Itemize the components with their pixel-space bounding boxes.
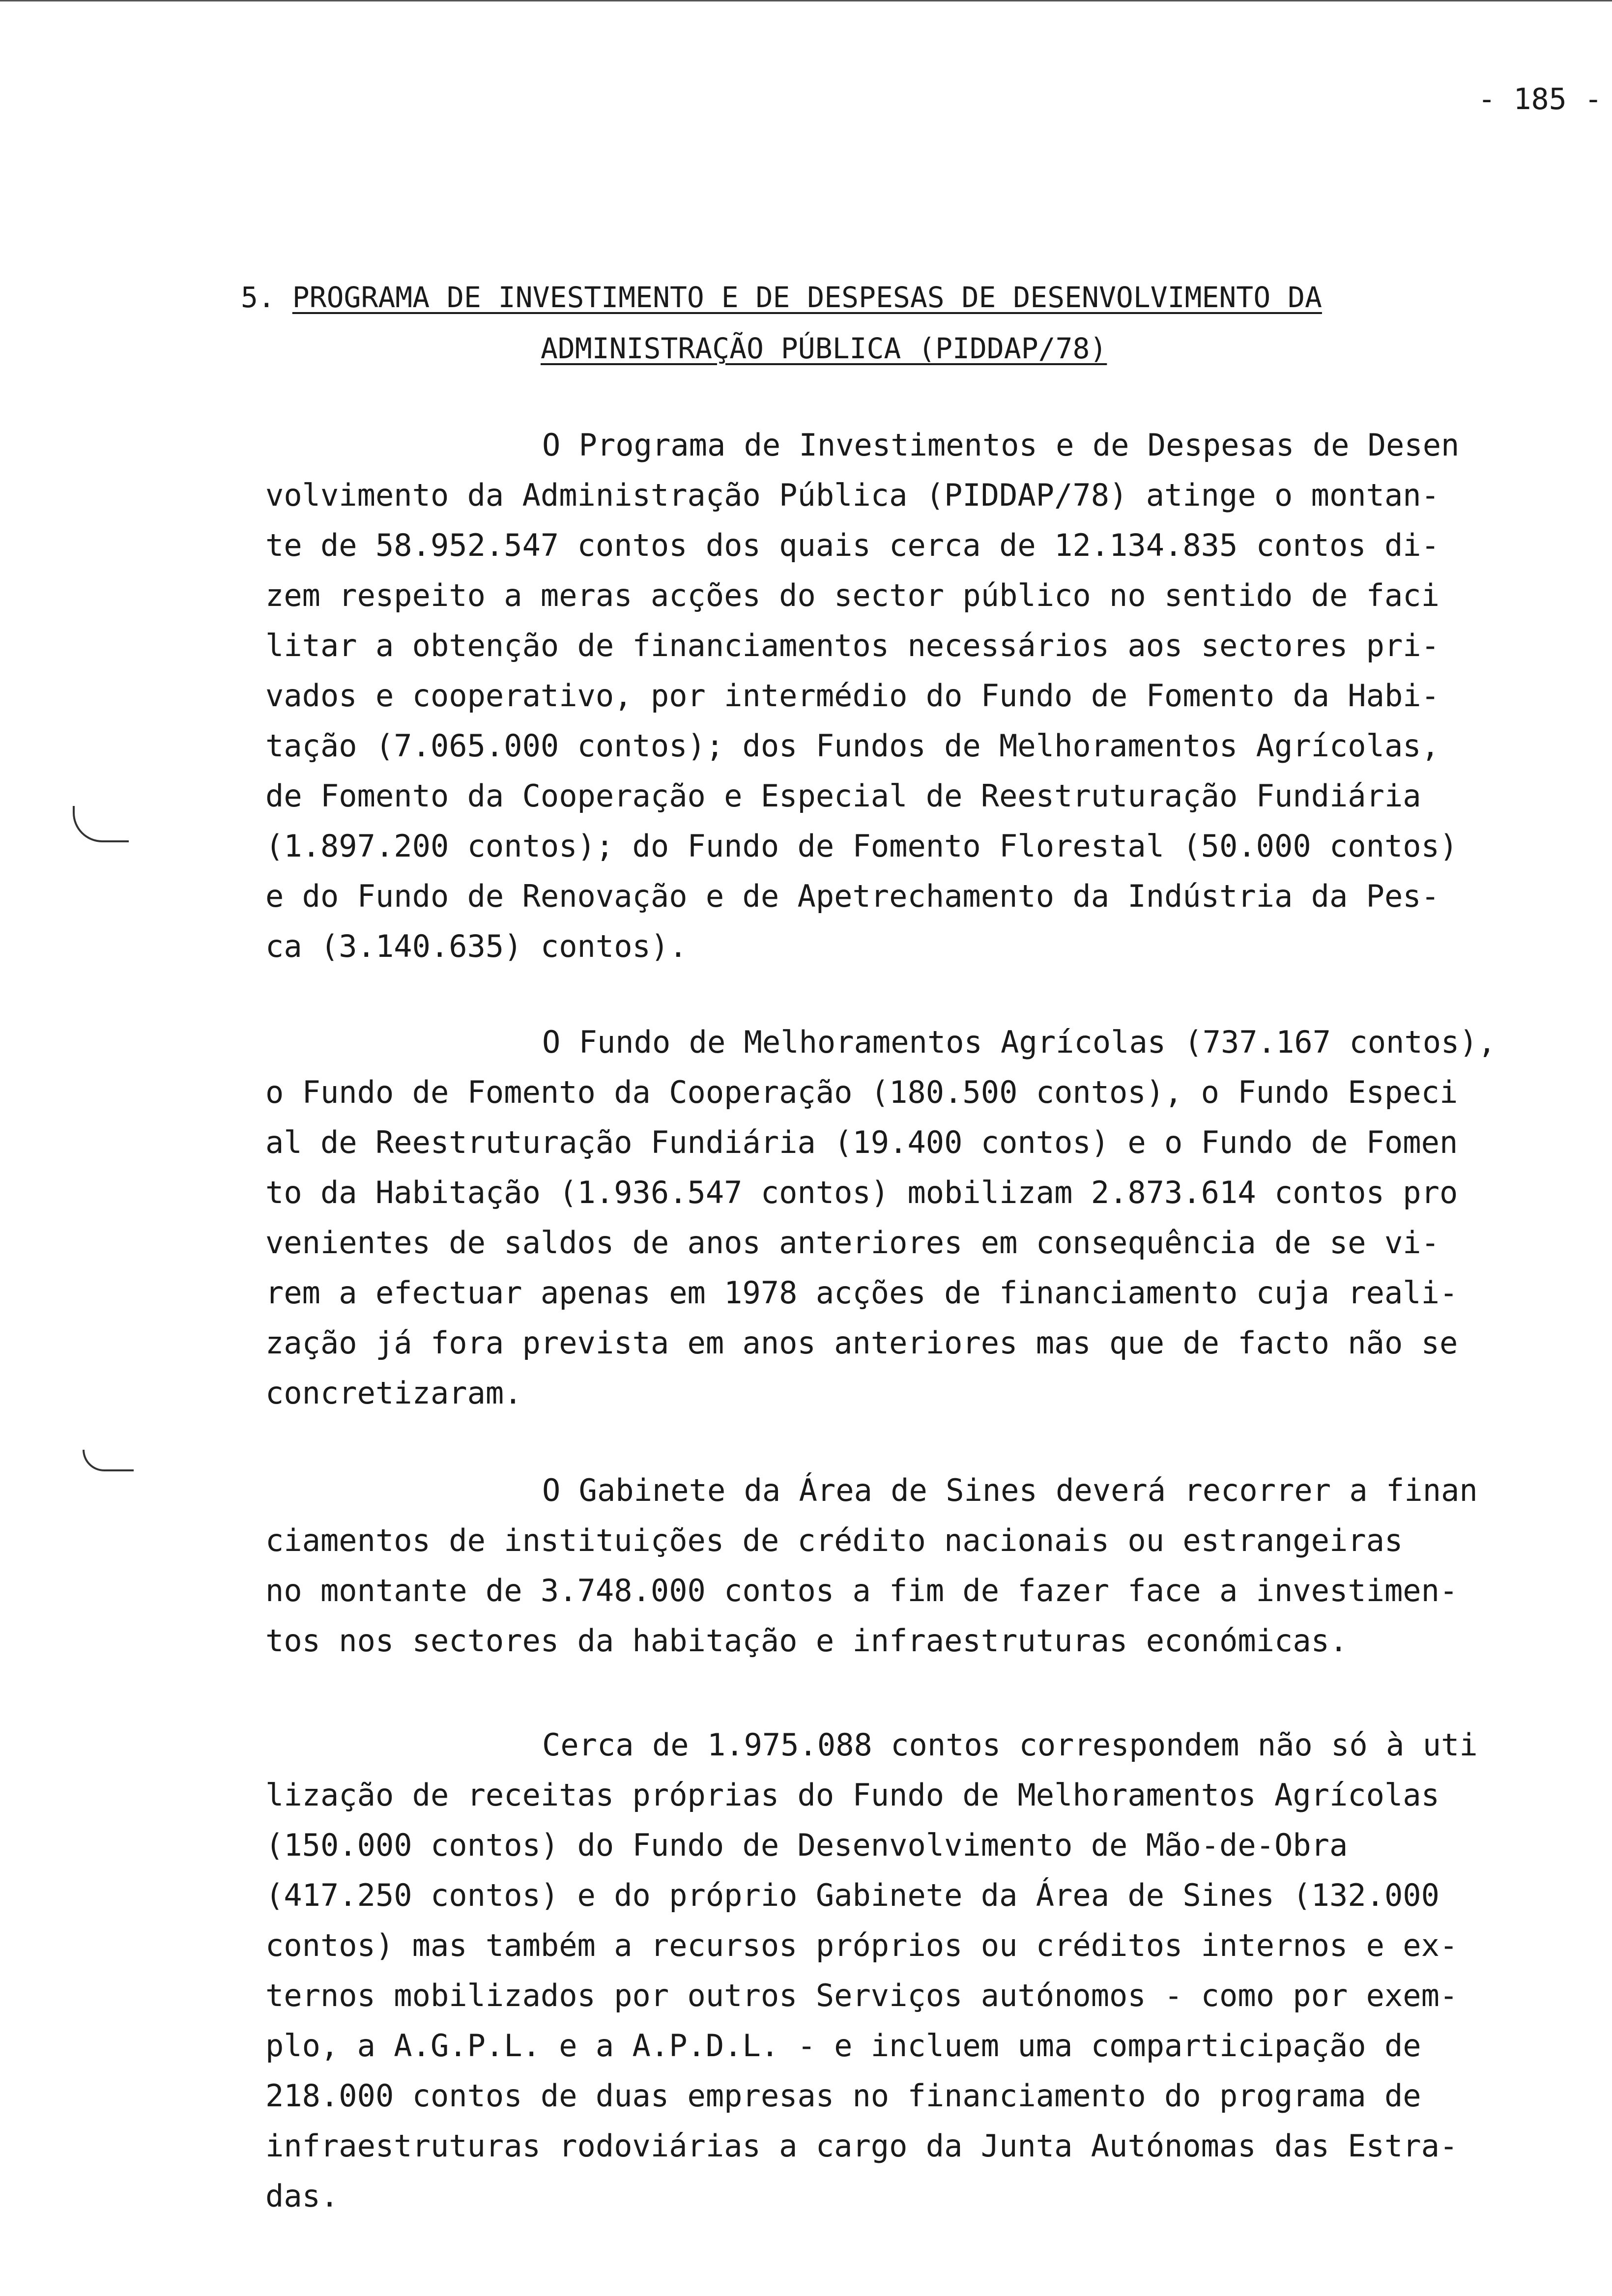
paragraph-line: O Programa de Investimentos e de Despesas de Desen <box>542 427 1460 463</box>
paragraph-line: ciamentos de instituições de crédito nacionais ou estrangeiras <box>265 1522 1403 1558</box>
paragraph-line: volvimento da Administração Pública (PIDDAP/78) atinge o montan- <box>265 477 1439 513</box>
paragraph-sines-financing <box>265 1465 1592 1666</box>
paragraph-line: venientes de saldos de anos anteriores em consequência de se vi- <box>265 1225 1439 1261</box>
section-heading <box>241 272 1499 374</box>
page-number: - 185 - <box>1478 82 1602 116</box>
heading-number: 5. <box>241 281 275 314</box>
paragraph-line: e do Fundo de Renovação e de Apetrechamento da Indústria da Pes- <box>265 878 1439 914</box>
paragraph-line: O Gabinete da Área de Sines deverá recorrer a finan <box>542 1472 1478 1508</box>
paragraph-line: O Fundo de Melhoramentos Agrícolas (737.167 contos), <box>542 1024 1497 1060</box>
paragraph-line: al de Reestruturação Fundiária (19.400 contos) e o Fundo de Fomen <box>265 1124 1458 1160</box>
paragraph-line: rem a efectuar apenas em 1978 acções de financiamento cuja reali- <box>265 1275 1458 1311</box>
heading-line-2 <box>241 323 1499 374</box>
paragraph-line: no montante de 3.748.000 contos a fim de fazer face a investimen- <box>265 1573 1458 1608</box>
paragraph-line: das. <box>265 2178 339 2214</box>
paragraph-line: plo, a A.G.P.L. e a A.P.D.L. - e incluem uma comparticipação de <box>265 2028 1421 2064</box>
paragraph-line: zem respeito a meras acções do sector público no sentido de faci <box>265 577 1439 613</box>
paragraph-line: lização de receitas próprias do Fundo de Melhoramentos Agrícolas <box>265 1777 1439 1813</box>
paragraph-line: tação (7.065.000 contos); dos Fundos de Melhoramentos Agrícolas, <box>265 728 1439 764</box>
paragraph-line: tos nos sectores da habitação e infraestruturas económicas. <box>265 1623 1348 1659</box>
paragraph-line: zação já fora prevista em anos anteriores mas que de facto não se <box>265 1325 1458 1361</box>
paragraph-own-revenues <box>265 1720 1592 2221</box>
heading-text-2: ADMINISTRAÇÃO PÚBLICA (PIDDAP/78) <box>541 332 1107 365</box>
paragraph-line: contos) mas também a recursos próprios ou créditos internos e ex- <box>265 1927 1458 1963</box>
paragraph-line: 218.000 contos de duas empresas no financiamento do programa de <box>265 2078 1421 2114</box>
binder-hole-mark <box>73 806 129 842</box>
paragraph-line: Cerca de 1.975.088 contos correspondem não só à uti <box>542 1727 1478 1763</box>
paragraph-piddap-total <box>265 420 1592 972</box>
paragraph-line: infraestruturas rodoviárias a cargo da Junta Autónomas das Estra- <box>265 2128 1458 2164</box>
paragraph-line: (417.250 contos) e do próprio Gabinete da Área de Sines (132.000 <box>265 1877 1439 1913</box>
paragraph-line: o Fundo de Fomento da Cooperação (180.500 contos), o Fundo Especi <box>265 1074 1458 1110</box>
binder-hole-mark <box>83 1450 134 1471</box>
paragraph-line: concretizaram. <box>265 1375 522 1411</box>
paragraph-line: te de 58.952.547 contos dos quais cerca de 12.134.835 contos di- <box>265 527 1439 563</box>
paragraph-line: litar a obtenção de financiamentos necessários aos sectores pri- <box>265 628 1439 663</box>
heading-text-1: PROGRAMA DE INVESTIMENTO E DE DESPESAS DE DESENVOLVIMENTO DA <box>292 281 1322 314</box>
paragraph-line: de Fomento da Cooperação e Especial de Reestruturação Fundiária <box>265 778 1421 814</box>
paragraph-line: vados e cooperativo, por intermédio do Fundo de Fomento da Habi- <box>265 678 1439 714</box>
paragraph-line: (150.000 contos) do Fundo de Desenvolvimento de Mão-de-Obra <box>265 1827 1348 1863</box>
paragraph-line: to da Habitação (1.936.547 contos) mobilizam 2.873.614 contos pro <box>265 1175 1458 1210</box>
paragraph-line: (1.897.200 contos); do Fundo de Fomento Florestal (50.000 contos) <box>265 828 1458 864</box>
paragraph-line: ca (3.140.635) contos). <box>265 928 688 964</box>
heading-line-1 <box>241 272 1499 323</box>
page-top-edge <box>0 0 1612 6</box>
paragraph-line: ternos mobilizados por outros Serviços autónomos - como por exem- <box>265 1978 1458 2013</box>
paragraph-fund-balances <box>265 1017 1592 1418</box>
